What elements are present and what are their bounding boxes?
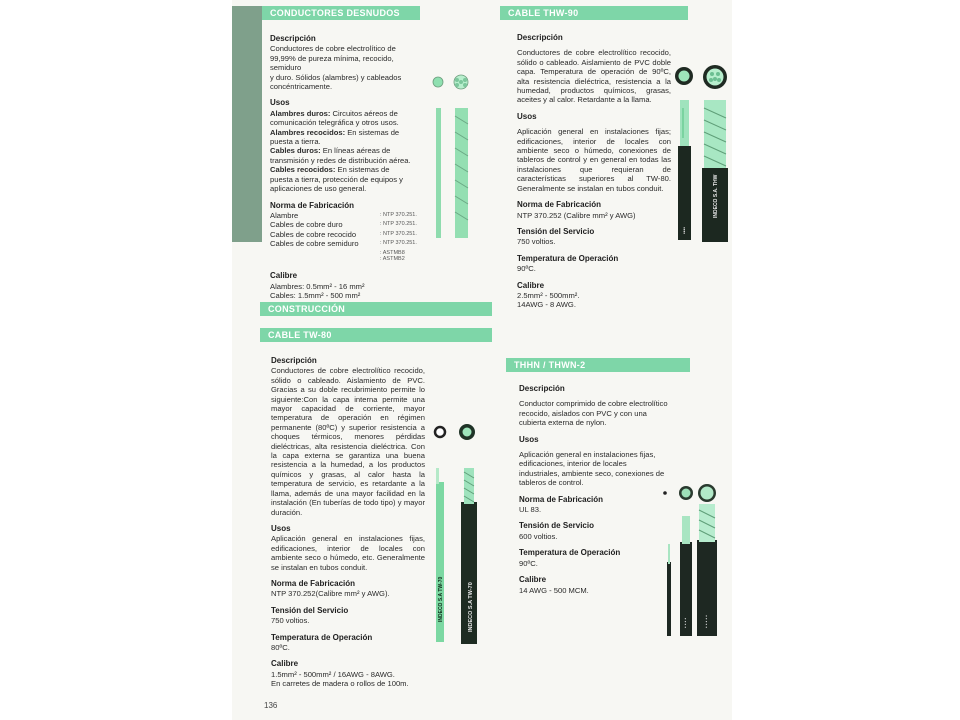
page-number: 136	[264, 701, 278, 710]
thw90-cable-illustration	[674, 64, 734, 244]
thw90-section	[517, 33, 671, 310]
thw90-title: CABLE THW-90	[508, 8, 579, 18]
tw80-tension-heading: Tensión del Servicio	[271, 605, 349, 615]
tw80-norma: NTP 370.252(Calibre mm² y AWG).	[271, 589, 390, 599]
thhn-norma: UL 83.	[519, 505, 542, 515]
usos-text: puesta a tierra.	[270, 137, 321, 147]
usos-line	[270, 165, 422, 174]
usos-line	[270, 146, 422, 155]
thw90-norma: NTP 370.252 (Calibre mm² y AWG)	[517, 210, 636, 220]
conductores-descripcion-line: 99,99% de pureza mínima, recocido,	[270, 53, 394, 63]
usos-line	[270, 109, 422, 118]
tw80-temp-heading: Temperatura de Operación	[271, 632, 373, 642]
conductores-section	[270, 34, 422, 301]
thhn-banner	[506, 358, 690, 372]
thhn-usos: Aplicación general en instalaciones fijas, edificaciones, interior de locales industriales, ambiente seco, conexiones de tableros de control.	[519, 450, 665, 488]
construccion-banner	[260, 302, 492, 316]
thhn-descripcion: Conductor comprimido de cobre electrolítico recocido, aislados con PVC y con una cubierta externa de nylon.	[519, 399, 668, 428]
norma-row	[270, 211, 422, 220]
tw80-usos: Aplicación general en instalaciones fijas, edificaciones, interior de locales con ambiente seco o húmedo, etc. Generalmente se instalan en tubos conduit.	[271, 534, 425, 572]
usos-line	[270, 118, 422, 127]
tw80-calibre-heading: Calibre	[271, 659, 299, 669]
usos-line	[270, 184, 422, 193]
thw90-calibre-line: 14AWG - 8 AWG.	[517, 300, 576, 310]
usos-term: Cables recocidos:	[270, 165, 336, 175]
norma-row	[270, 220, 422, 229]
thw90-tension: 750 voltios.	[517, 237, 556, 247]
tw80-section	[271, 356, 425, 689]
thhn-temp: 90ºC.	[519, 558, 538, 568]
thw90-banner	[500, 6, 688, 20]
tw80-title: CABLE TW-80	[268, 330, 332, 340]
conductores-descripcion-line: semiduro	[270, 63, 302, 73]
usos-term: Cables duros:	[270, 146, 321, 156]
usos-line	[270, 128, 422, 137]
tw80-descripcion-heading: Descripción	[271, 356, 317, 365]
svg-text:••••: ••••	[682, 226, 688, 234]
conductores-banner	[262, 6, 420, 20]
norma-item: Cables de cobre recocido	[270, 229, 357, 239]
conductores-descripcion-line: concéntricamente.	[270, 82, 333, 92]
svg-text:• • • •: • • • •	[683, 617, 688, 628]
usos-text: aplicaciones de uso general.	[270, 184, 367, 194]
tw80-cable-print: INDECO S.A TW-70	[438, 576, 444, 622]
norma-row	[270, 239, 422, 248]
usos-text: En líneas aéreas de	[320, 146, 391, 156]
tw80-banner	[260, 328, 492, 342]
thhn-tension: 600 voltios.	[519, 531, 558, 541]
norma-item: Alambre	[270, 210, 299, 220]
norma-item: Cables de cobre duro	[270, 220, 343, 230]
thw90-temp-heading: Temperatura de Operación	[517, 253, 619, 263]
thw90-calibre-line: 2.5mm² - 500mm².	[517, 290, 580, 300]
norma-ref: : NTP 370.251.	[380, 230, 417, 237]
usos-term: Alambres duros:	[270, 108, 331, 118]
usos-text: transmisión y redes de distribución aérea.	[270, 155, 411, 165]
norma-ref: : NTP 370.251.	[380, 221, 417, 228]
conductores-usos-heading: Usos	[270, 98, 290, 108]
thw90-cable-print: INDECO S.A. THW	[713, 174, 719, 218]
usos-text: En sistemas de	[345, 127, 400, 137]
thw90-calibre-heading: Calibre	[517, 280, 545, 290]
thhn-calibre: 14 AWG - 500 MCM.	[519, 585, 589, 595]
thw90-descripcion: Conductores de cobre electrolítico recocido, sólido o cableado. Aislamiento de PVC doble capa. Temperatura de operación de 90ºC, alta resistencia dieléctrica, resistencia a la humedad, productos químicos, grasas, aceites y al calor. Retardante a la llama.	[517, 48, 671, 105]
thw90-usos-heading: Usos	[517, 111, 537, 121]
norma-ref: : NTP 370.251.	[380, 240, 417, 247]
thhn-usos-heading: Usos	[519, 434, 539, 444]
tw80-calibre-line: 1.5mm² - 500mm² / 16AWG - 8AWG.	[271, 669, 395, 679]
conductores-calibre-line: Cables: 1.5mm² - 500 mm²	[270, 291, 361, 301]
norma-item: Cables de cobre semiduro	[270, 239, 359, 249]
conductores-title: CONDUCTORES DESNUDOS	[270, 8, 400, 18]
usos-text: puesta a tierra, protección de equipos y	[270, 174, 403, 184]
usos-term: Alambres recocidos:	[270, 127, 346, 137]
svg-text:• • • • •: • • • • •	[704, 615, 709, 628]
norma-astm: : ASTMB2	[380, 255, 405, 262]
usos-text: comunicación telegráfica y otros usos.	[270, 118, 399, 128]
thhn-section	[519, 384, 669, 595]
tw80-norma-heading: Norma de Fabricación	[271, 578, 356, 588]
thhn-title: THHN / THWN-2	[514, 360, 586, 370]
thhn-norma-heading: Norma de Fabricación	[519, 494, 604, 504]
thhn-cable-illustration	[660, 482, 722, 638]
sidebar-strip	[232, 6, 262, 242]
usos-line	[270, 156, 422, 165]
norma-astm: : ASTMB8	[380, 249, 405, 256]
thw90-temp: 90ºC.	[517, 264, 536, 274]
usos-text: En sistemas de	[335, 165, 390, 175]
norma-ref: : NTP 370.251.	[380, 211, 417, 218]
thw90-norma-heading: Norma de Fabricación	[517, 200, 602, 210]
tw80-cable-illustration	[432, 422, 492, 647]
conductores-descripcion-heading: Descripción	[270, 34, 316, 43]
bare-conductor-illustration	[430, 72, 480, 242]
thhn-temp-heading: Temperatura de Operación	[519, 548, 621, 558]
thw90-descripcion-heading: Descripción	[517, 33, 563, 42]
conductores-calibre-line: Alambres: 0.5mm² - 16 mm²	[270, 281, 365, 291]
tw80-temp: 80ºC.	[271, 642, 290, 652]
usos-line	[270, 137, 422, 146]
thw90-usos: Aplicación general en instalaciones fijas; edificaciones, interior de locales con ambiente seco o húmedo, conexiones de tableros de control y en general en todas las instalaciones que requieran de características superiores al TW-80. Generalmente se instalan en tubos conduit.	[517, 127, 671, 193]
usos-text: Circuitos aéreos de	[330, 108, 398, 118]
thhn-calibre-heading: Calibre	[519, 575, 547, 585]
tw80-descripcion: Conductores de cobre electrolítico recocido, sólido o cableado. Aislamiento de PVC. Gracias a su doble recubrimiento permite lo siguiente:Con la capa interna permite una mayor capacidad de corriente, mayor temperatura de operación en régimen permanente (80ºC) y superior resistencia a choques térmicos, menores pérdidas dieléctricas, alta resistencia dieléctrica. Con la capa externa se garantiza una buena resistencia a la humedad, a los productos químicos y grasas, al calor hasta la temperatura de servicio, es retardante a la llama, además de una mayor facilidad en la instalación (En tuberías de todo tipo) y mayor duración.	[271, 366, 425, 517]
tw80-calibre-line: En carretes de madera o rollos de 100m.	[271, 679, 409, 689]
norma-row	[270, 255, 422, 264]
norma-row	[270, 230, 422, 239]
thw90-tension-heading: Tensión del Servicio	[517, 226, 595, 236]
tw80-tension: 750 voltios.	[271, 616, 310, 626]
thhn-tension-heading: Tensión de Servicio	[519, 521, 594, 531]
thhn-descripcion-heading: Descripción	[519, 384, 565, 393]
tw80-usos-heading: Usos	[271, 523, 291, 533]
conductores-descripcion-line: Conductores de cobre electrolítico de	[270, 44, 396, 54]
conductores-norma-heading: Norma de Fabricación	[270, 200, 355, 210]
usos-line	[270, 175, 422, 184]
conductores-calibre-heading: Calibre	[270, 271, 298, 281]
construccion-title: CONSTRUCCIÓN	[268, 304, 346, 314]
tw80-cable-print: INDECO S.A TW-70	[468, 582, 474, 632]
conductores-descripcion-line: y duro. Sólidos (alambres) y cableados	[270, 72, 402, 82]
